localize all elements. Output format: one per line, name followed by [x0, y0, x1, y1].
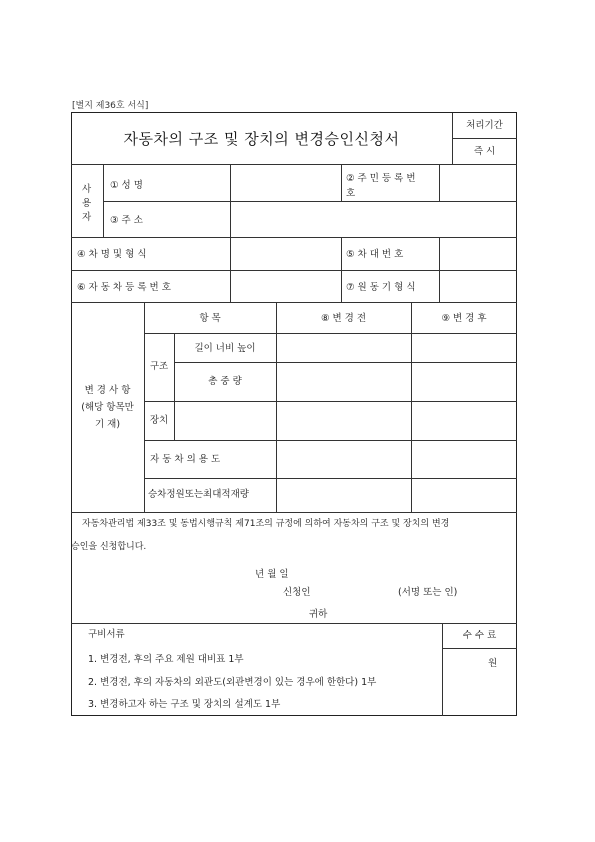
col-line — [103, 164, 104, 237]
required-documents-heading: 구비서류 — [88, 629, 125, 640]
col-line — [341, 164, 342, 201]
changes-side-label-1: 변 경 사 항 — [84, 385, 131, 396]
row-line — [71, 512, 517, 513]
row-line — [144, 401, 517, 402]
date-line: 년 월 일 — [255, 569, 289, 580]
row-line — [71, 164, 517, 165]
chassis-number-label: ⑤ 차 대 번 호 — [346, 249, 404, 260]
applicant-group-label-3: 자 — [82, 212, 92, 223]
vehicle-usage-label: 자 동 차 의 용 도 — [150, 454, 221, 465]
after-column-header: ⑨ 변 경 후 — [441, 313, 487, 324]
form-frame — [71, 112, 517, 716]
resident-number-label: ② 주 민 등 록 번 — [346, 173, 416, 184]
signature-label: (서명 또는 인) — [398, 587, 458, 598]
recipient-label: 귀하 — [309, 609, 328, 620]
row-line — [71, 302, 517, 303]
row-line — [144, 478, 517, 479]
row-line — [71, 270, 517, 271]
gross-weight-label: 총 중 량 — [208, 376, 242, 387]
col-line — [276, 302, 277, 512]
item-column-header: 항 목 — [199, 313, 221, 324]
capacity-label: 승차정원또는최대적재량 — [148, 489, 249, 500]
vehicle-name-label: ④ 차 명 및 형 식 — [77, 249, 147, 260]
col-line — [439, 237, 440, 302]
statement-line-2: 승인을 신청합니다. — [71, 542, 147, 552]
fee-label: 수 수 료 — [462, 630, 497, 641]
form-title: 자동차의 구조 및 장치의 변경승인신청서 — [123, 130, 400, 148]
fee-divider — [442, 648, 517, 649]
row-line — [71, 237, 517, 238]
col-line — [230, 164, 231, 302]
before-column-header: ⑧ 변 경 전 — [320, 313, 367, 324]
structure-label: 구조 — [149, 361, 169, 372]
device-label: 장치 — [149, 415, 169, 426]
document-item-1: 1. 변경전, 후의 주요 제원 대비표 1부 — [88, 654, 244, 665]
dimensions-label: 길이 너비 높이 — [194, 343, 256, 354]
form-number-tag: [별지 제36호 서식] — [72, 101, 149, 111]
col-line — [439, 164, 440, 201]
document-item-3: 3. 변경하고자 하는 구조 및 장치의 설계도 1부 — [88, 699, 281, 710]
col-line — [144, 302, 145, 512]
resident-number-label-cont: 호 — [346, 188, 356, 199]
statement-line-1: 자동차관리법 제33조 및 동법시행규칙 제71조의 규정에 의하여 자동차의 구조 및 장치의 변경 — [82, 519, 450, 529]
row-line — [71, 623, 517, 624]
row-line — [103, 201, 517, 202]
applicant-group-label-2: 용 — [82, 198, 92, 209]
col-line — [411, 302, 412, 512]
changes-side-label-3: 기 재) — [94, 419, 121, 430]
processing-period-value: 즉 시 — [473, 146, 496, 157]
row-line — [144, 333, 517, 334]
fee-unit: 원 — [488, 658, 498, 669]
processing-divider — [452, 138, 517, 139]
col-line — [341, 237, 342, 302]
applicant-group-label-1: 사 — [82, 184, 92, 195]
engine-type-label: ⑦ 원 동 기 형 식 — [346, 282, 416, 293]
name-label: ① 성 명 — [110, 180, 143, 191]
document-item-2: 2. 변경전, 후의 자동차의 외관도(외관변경이 있는 경우에 한한다) 1부 — [88, 677, 377, 688]
processing-period-label: 처리기간 — [466, 120, 503, 131]
address-label: ③ 주 소 — [110, 215, 143, 226]
row-line — [144, 440, 517, 441]
applicant-label: 신청인 — [283, 587, 311, 598]
changes-side-label-2: (해당 항목만 — [81, 402, 134, 413]
row-line — [174, 362, 517, 363]
registration-number-label: ⑥ 자 동 차 등 록 번 호 — [77, 282, 171, 293]
